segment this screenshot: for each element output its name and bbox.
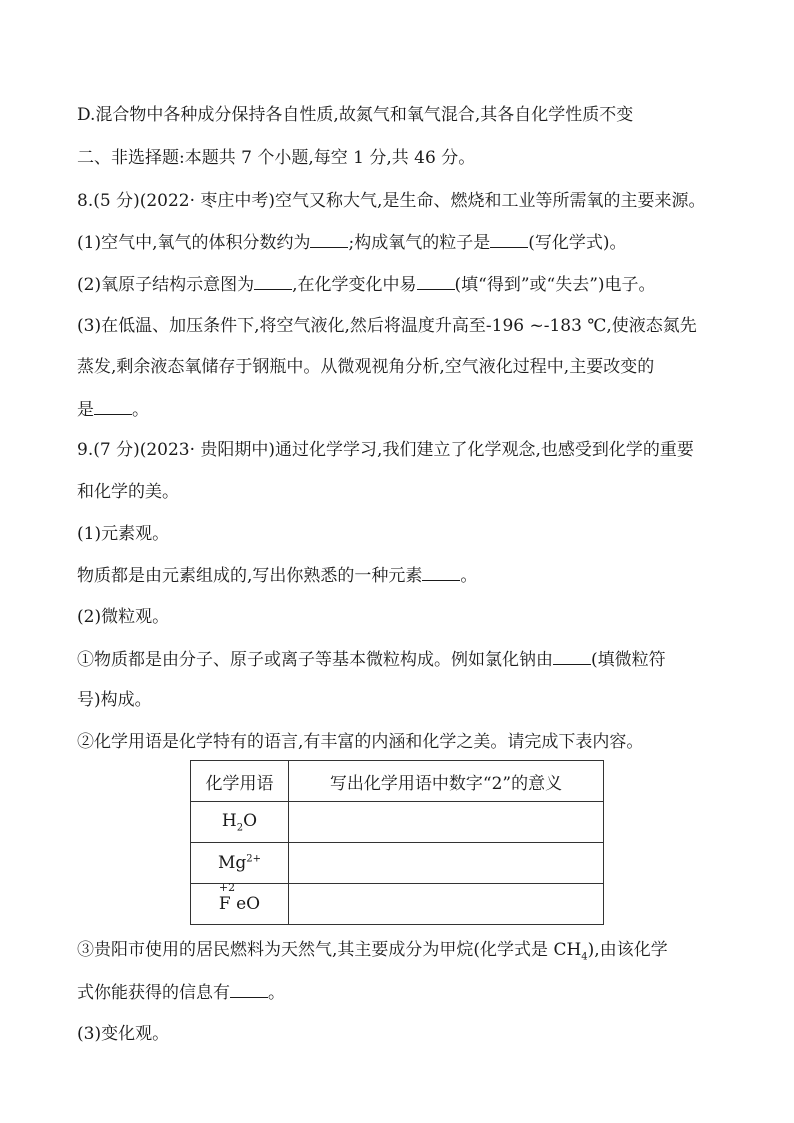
question-9-stem-line1: 9.(7 分)(2023· 贵阳期中)通过化学学习,我们建立了化学观念,也感受到化学的重要 — [77, 440, 694, 460]
chemical-notation-table — [190, 760, 604, 925]
text: (填微粒符 — [591, 650, 666, 670]
question-9-part2-item3-line1 — [77, 938, 668, 969]
answer-blank[interactable] — [553, 647, 591, 665]
text: ,在化学变化中易 — [292, 275, 417, 295]
text: ③贵阳市使用的居民燃料为天然气,其主要成分为甲烷(化学式是 CH — [77, 940, 582, 960]
question-9-stem-line2: 和化学的美。 — [77, 482, 179, 502]
question-8-part3-line2: 蒸发,剩余液态氧储存于钢瓶中。从微观视角分析,空气液化过程中,主要改变的 — [77, 357, 655, 377]
answer-blank[interactable] — [310, 230, 348, 248]
answer-cell[interactable] — [289, 802, 604, 843]
answer-blank[interactable] — [230, 980, 268, 998]
text: (2)氧原子结构示意图为 — [77, 275, 255, 295]
answer-blank[interactable] — [490, 230, 528, 248]
valence-label: +2 — [218, 881, 236, 894]
table-row — [191, 884, 604, 925]
notation-mg-ion: $Mg^{2+}$ — [191, 843, 289, 884]
text: 式你能获得的信息有 — [77, 983, 230, 1003]
table-row — [191, 843, 604, 884]
notation-feo-valence: +2 F eO — [191, 884, 289, 925]
question-8-stem: 8.(5 分)(2022· 枣庄中考)空气又称大气,是生命、燃烧和工业等所需氧的主要来源。 — [77, 191, 706, 211]
table-header-notation: 化学用语 — [191, 761, 289, 802]
table-row — [191, 802, 604, 843]
question-8-part3-line1: (3)在低温、加压条件下,将空气液化,然后将温度升高至-196 ~-183 ℃,使液态氮先 — [77, 316, 697, 336]
question-9-part3-title: (3)变化观。 — [77, 1024, 170, 1044]
table-header-row — [191, 761, 604, 802]
notation-h2o: $H_2O$ — [191, 802, 289, 843]
text: ①物质都是由分子、原子或离子等基本微粒构成。例如氯化钠由 — [77, 650, 553, 670]
answer-blank[interactable] — [254, 272, 292, 290]
text: 。 — [268, 983, 285, 1003]
answer-cell[interactable] — [289, 884, 604, 925]
text: 是 — [77, 400, 94, 420]
table-header-meaning: 写出化学用语中数字“2”的意义 — [289, 761, 604, 802]
question-9-part2-item3-line2 — [77, 980, 285, 1005]
answer-blank[interactable] — [417, 272, 455, 290]
text: ),由该化学 — [587, 940, 668, 960]
text: (1)空气中,氧气的体积分数约为 — [77, 233, 311, 253]
answer-blank[interactable] — [422, 563, 460, 581]
question-8-part3-line3 — [77, 397, 149, 422]
text: 。 — [132, 400, 149, 420]
text: (写化学式)。 — [528, 233, 627, 253]
question-9-part1-title: (1)元素观。 — [77, 524, 170, 544]
text: ;构成氧气的粒子是 — [348, 233, 491, 253]
text: 。 — [460, 566, 478, 586]
answer-cell[interactable] — [289, 843, 604, 884]
text-line-option-d: D.混合物中各种成分保持各自性质,故氮气和氧气混合,其各自化学性质不变 — [77, 105, 634, 125]
question-8-part2 — [77, 272, 656, 297]
answer-blank[interactable] — [94, 397, 132, 415]
subscript: 4 — [581, 951, 588, 963]
question-9-part2-item1-line1 — [77, 647, 666, 672]
question-9-part1-text — [77, 563, 477, 588]
question-9-part2-title: (2)微粒观。 — [77, 607, 170, 627]
question-9-part2-item1-line2: 号)构成。 — [77, 690, 152, 710]
question-9-part2-item2: ②化学用语是化学特有的语言,有丰富的内涵和化学之美。请完成下表内容。 — [77, 732, 644, 752]
text: (填“得到”或“失去”)电子。 — [454, 275, 656, 295]
section-heading: 二、非选择题:本题共 7 个小题,每空 1 分,共 46 分。 — [77, 148, 476, 168]
text: 物质都是由元素组成的,写出你熟悉的一种元素 — [77, 566, 423, 586]
question-8-part1 — [77, 230, 626, 255]
